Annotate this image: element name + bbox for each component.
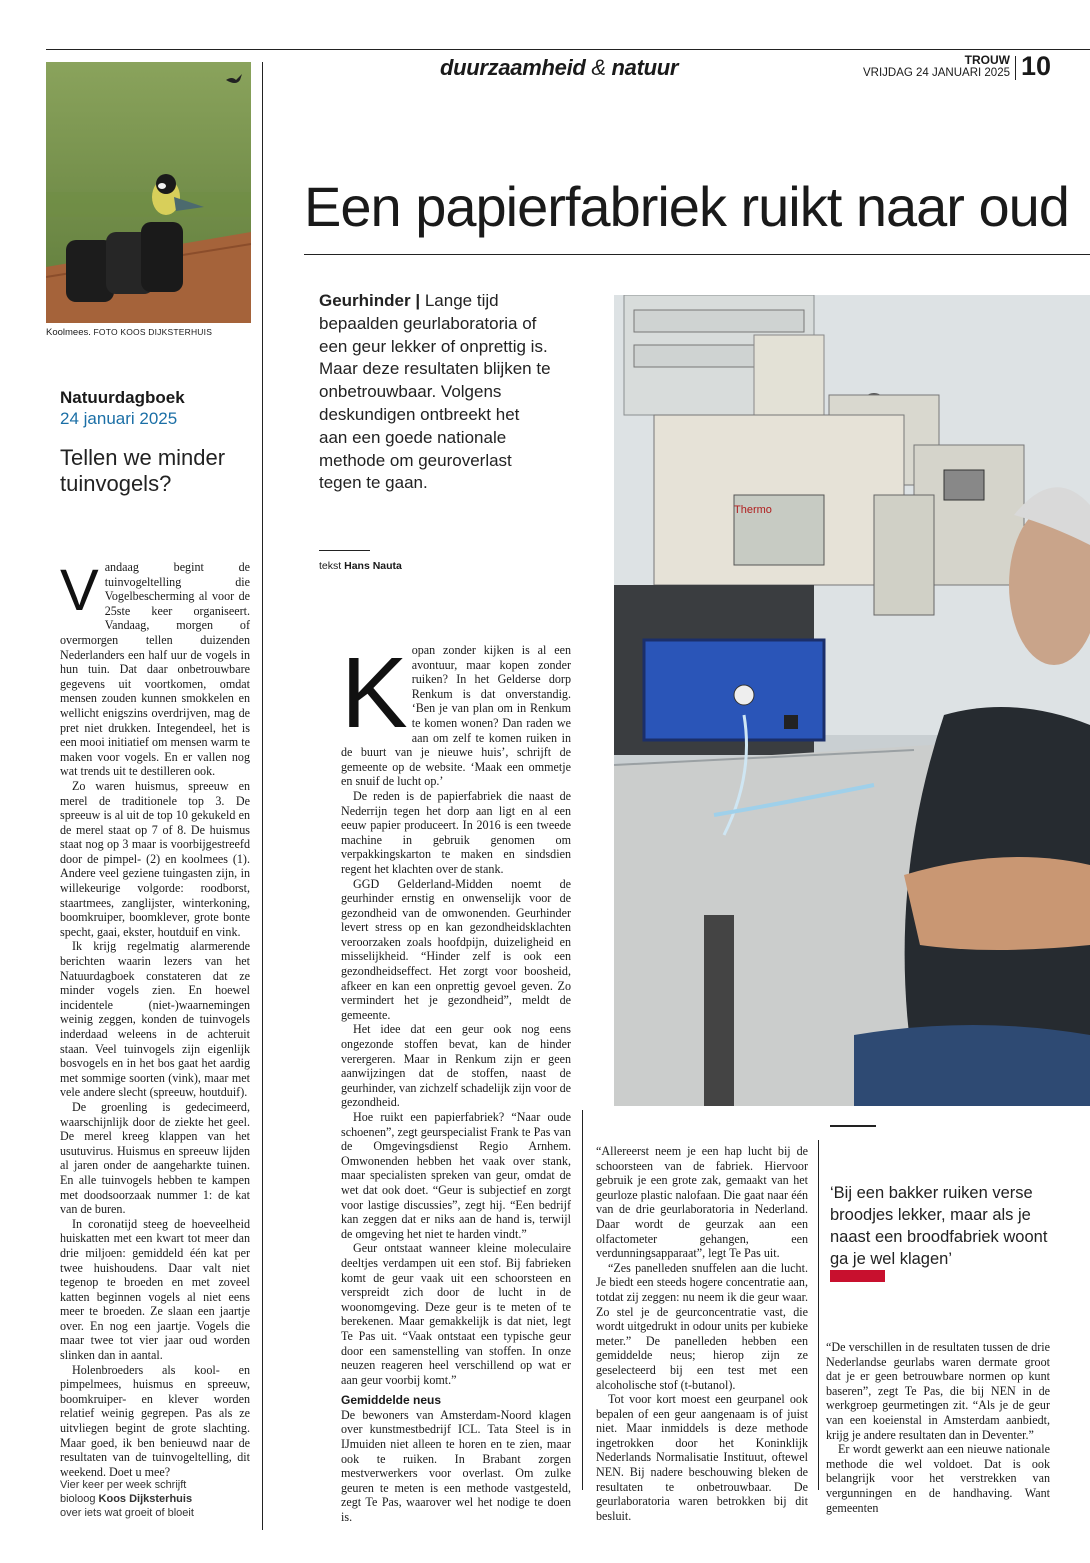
sidebar-footer xyxy=(60,1478,255,1520)
article-paragraph: Geur ontstaat wanneer kleine moleculaire deeltjes verdampen uit een stof. Bij fabrieken komt de geur vaak uit een schoorsteen en verspreidt zich door de lucht in de woonomgeving. Deze geur is te meten of te berekenen. Maar gemakkelijk is dat niet, legt Te Pas uit. “Vaak ontstaat een typische geur door een samenstelling van stoffen. In onze neuzen reageren heel verschillend op wat er aan geur voorbij komt.” xyxy=(341,1241,571,1387)
article-paragraph: Tot voor kort moest een geurpanel ook bepalen of een geur aangenaam is of juist niet. Maar inmiddels is deze methode ingetrokken door het Koninklijk Nederlands Normalisatie Instituut, oftewel NEN. Bij nadere beschouwing bleken de resultaten te onbetrouwbaar. De geurlaboratoria waren betrokken bij dit besluit. xyxy=(596,1392,808,1523)
sidebar-paragraph: De groenling is gedecimeerd, waarschijnlijk door de ziekte het geel. De merel kreeg klappen van het usutuvirus. Huismus en spreeuw lijden al jaren onder de aangeharkte tuinen. En alle tuinvogels hebben te kampen met doodsoorzaak nummer 1: de kat van de buren. xyxy=(60,1099,250,1217)
headline: Een papierfabriek ruikt naar oud xyxy=(304,175,1069,238)
article-col3 xyxy=(826,1340,1050,1515)
column-name: Natuurdagboek xyxy=(60,388,185,407)
kicker: Geurhinder | xyxy=(319,291,421,310)
page-date: VRIJDAG 24 JANUARI 2025 xyxy=(862,67,1010,79)
article-paragraph: De bewoners van Amsterdam-Noord klagen over kunstmestbedrijf ICL. Tata Steel is in IJmuiden niet alleen te horen en te zien, maar ook te ruiken. In Brabant zorgen mestverwerkers voor overlast. Om zulke geuren te meten is een methode vastgesteld, zegt Te Pas, waarover wel het nodige te doen is. xyxy=(341,1407,571,1525)
section-title-part1: duurzaamheid xyxy=(440,55,586,80)
pull-quote: ‘Bij een bakker ruiken verse broodjes lekker, maar als je naast een broodfabriek woont ga je wel klagen’ xyxy=(830,1184,1048,1268)
article-paragraph: Er wordt gewerkt aan een nieuwe nationale methode die wel voldoet. Dat is ook belangrijk voor het verstrekken van vergunningen en de handhaving. Want gemeenten xyxy=(826,1442,1050,1515)
column-date: 24 januari 2025 xyxy=(60,409,178,428)
headline-wrap xyxy=(304,170,1090,250)
section-title-amp: & xyxy=(591,55,606,80)
sidebar-paragraph: Holenbroeders als kool- en pimpelmees, huismus en spreeuw, boomkruiper- en klever worden relatief weinig gegrepen. Pas als ze uitvliegen begint de grote slachting. Maar goed, ik ben benieuwd naar de resultaten van de tuinvogeltelling, dit weekend. Doet u mee? xyxy=(60,1362,250,1479)
sidebar-paragraph: andaag begint de tuinvogeltelling die Vogelbescherming al voor de 25ste keer organiseert. Vandaag, morgen of overmorgen tellen duizenden Nederlanders een half uur de vogels in hun tuin. Dat daar onbetrouwbare gegevens uit voortkomen, omdat mensen zouden kunnen smokkelen en wellicht enigszins overdrijven, mag de pret niet drukken. Integendeel, het is een mooi initiatief om mensen warm te maken voor vogels. En er vallen nog wat trends uit te destilleren ook. xyxy=(60,560,250,779)
sidebar-footer-author: Koos Dijksterhuis xyxy=(98,1493,193,1505)
article-paragraph: De reden is de papierfabriek die naast de Nederrijn tegen het dorp aan ligt en al een eeuw papier produceert. In 2016 is een tweede machine in gebruik genomen om verpakkingskarton te maken en sindsdien regent het klachten over de stank. xyxy=(341,788,571,876)
article-paragraph: “Zes panelleden snuffelen aan die lucht. Je biedt een steeds hogere concentratie aan, totdat zij zeggen: nu neem ik die geur waar. Zo stel je de geurconcentratie vast, die wordt uitgedrukt in odour units per kubieke meter.” De panelleden hebben een gemiddelde neus; hierop zijn ze geselecteerd bij een test met een alcoholische stof (t-butanol). xyxy=(596,1260,808,1392)
sidebar-title: Tellen we minder tuinvogels? xyxy=(60,445,226,496)
byline-author: Hans Nauta xyxy=(344,560,402,572)
byline-prefix: tekst xyxy=(319,560,342,572)
article-paragraph: GGD Gelderland-Midden noemt de geurhinder ernstig en onwenselijk voor de gezondheid van de omwonenden. Geurhinder levert stress op en kan gezondheidsklachten veroorzaken zoals hoofdpijn, duizeligheid en misselijkheid. “Hinder zelf is ook een gezondheidseffect. Het zorgt voor boosheid, afkeer en kan een onprettig gevoel geven. Zo vermindert het je gezondheid”, meldt de gemeente. xyxy=(341,876,571,1022)
page-number: 10 xyxy=(1021,51,1052,81)
pull-quote-accent xyxy=(830,1270,885,1282)
article-dropcap: K xyxy=(341,637,408,749)
sidebar-paragraph: Zo waren huismus, spreeuw en merel de traditionele top 3. De spreeuw is al uit de top 10 gekukeld en de merel staat op 7 of 8. De huismus staat nog op 3 maar is voorbijgestreefd door de pimpel- (2) en koolmees (1). Andere veel geziene tuingasten zijn, in willekeurige volgorde: roodborst, staartmees, zanglijster, winterkoning, boomkruiper, boomklever, grote bonte specht, gaai, ekster, houtduif en vink. xyxy=(60,778,250,939)
intro-text: Lange tijd bepaalden geurlaboratoria of een geur lekker of onprettig is. Maar deze resultaten blijken te onbetrouwbaar. Volgens deskundigen ontbreekt het aan een goede nationale methode om geuroverlast tegen te gaan. xyxy=(319,291,551,493)
article-paragraph: “De verschillen in de resultaten tussen de drie Nederlandse geurlabs waren dermate groot dat je er geen betrouwbare normen op kunt baseren”, zegt Te Pas, die bij NEN in de werkgroep geurmetingen zit. “Als je de geur van een koeienstal in Amsterdam aanbiedt, krijg je andere resultaten dan in Deventer.” xyxy=(826,1340,1050,1442)
photo-caption-credit: FOTO KOOS DIJKSTERHUIS xyxy=(93,327,213,337)
sidebar-paragraph: In coronatijd steeg de hoeveelheid huiskatten met een kwart tot meer dan drie miljoen: gemiddeld één kat per twee huishoudens. Daar valt niet tegenop te broeden en met zoveel katten beginnen vogels al niet eens meer te broeden. Ze slaan een jaartje over. En nog een jaartje. Vogels die maar twee tot vier jaar oud worden slinken dan in aantal. xyxy=(60,1216,250,1363)
sidebar-footer-line3: over iets wat groeit of bloeit xyxy=(60,1507,194,1519)
article-paragraph: opan zonder kijken is al een avontuur, maar kopen zonder ruiken? In het Gelderse dorp Renkum is dat onverstandig. ‘Ben je van plan om in Renkum te komen wonen? Dan raden we aan om zelf te komen ruiken in de buurt van je nieuwe huis’, schrijft de gemeente op de website. ‘Maak een ommetje en snuif de lucht op.’ xyxy=(341,643,571,789)
sidebar-body xyxy=(60,560,250,1479)
sidebar-footer-line2 xyxy=(60,1492,255,1506)
thermo-label: Thermo xyxy=(734,504,772,516)
sidebar-dropcap: V xyxy=(60,558,99,623)
section-title-part2: natuur xyxy=(611,55,679,80)
sidebar-photo xyxy=(46,62,251,323)
section-title xyxy=(440,55,678,81)
paper-name: TROUW xyxy=(964,53,1010,67)
article-col2 xyxy=(596,1144,808,1523)
intro xyxy=(319,290,551,495)
byline xyxy=(319,560,402,572)
photo-caption-subject: Koolmees. xyxy=(46,327,91,338)
sidebar-paragraph: Ik krijg regelmatig alarmerende berichten waarin lezers van het Natuurdagboek constateren dat ze minder vogels zien. En hoewel incidentele (niet-)waarnemingen weinig zeggen, konden de tuinvogels inderdaad weleens in de achteruit staan. Veel tuinvogels zijn eigenlijk bosvogels en in het bos gaat het aardig met sommige soorten (vink), maar met vele andere slecht (spreeuw, houtduif). xyxy=(60,939,250,1100)
sidebar-footer-prefix: bioloog xyxy=(60,1493,96,1505)
article-photo xyxy=(614,295,1090,1106)
article-paragraph: Hoe ruikt een papierfabriek? “Naar oude schoenen”, zegt geurspecialist Frank te Pas van de Omgevingsdienst Regio Arnhem. Omwonenden hebben het vaak over stank, maar specialisten spreken van geur, omdat de wet dat ook doet. “Geur is subjectief en zorgt voor lastige discussies”, zegt hij. “Een bedrijf kan zeggen dat er niks aan de hand is, terwijl de omgeving het niet te harden vindt.” xyxy=(341,1110,571,1241)
article-col1 xyxy=(341,637,571,1525)
sidebar-footer-line1: Vier keer per week schrijft xyxy=(60,1479,187,1491)
article-subhead: Gemiddelde neus xyxy=(341,1393,442,1408)
article-paragraph: Het idee dat een geur ook nog eens ongezonde stoffen bevat, kan de hinder verergeren. Maar in Renkum zijn er geen aanwijzingen dat de stoffen, naast de geurhinder, van zichzelf schadelijk zijn voor de gezondheid. xyxy=(341,1022,571,1110)
article-paragraph: “Allereerst neem je een hap lucht bij de schoorsteen van de fabriek. Hiervoor gebruik je een grote zak, gemaakt van het geurloze plastic nalofaan. Die gaat naar één van de drie geurlaboratoria in Nederland. Daar wordt de geurzak aan een olfactometer gehangen, een verdunningsapparaat”, legt Te Pas uit. xyxy=(596,1144,808,1261)
photo-caption xyxy=(46,327,212,338)
